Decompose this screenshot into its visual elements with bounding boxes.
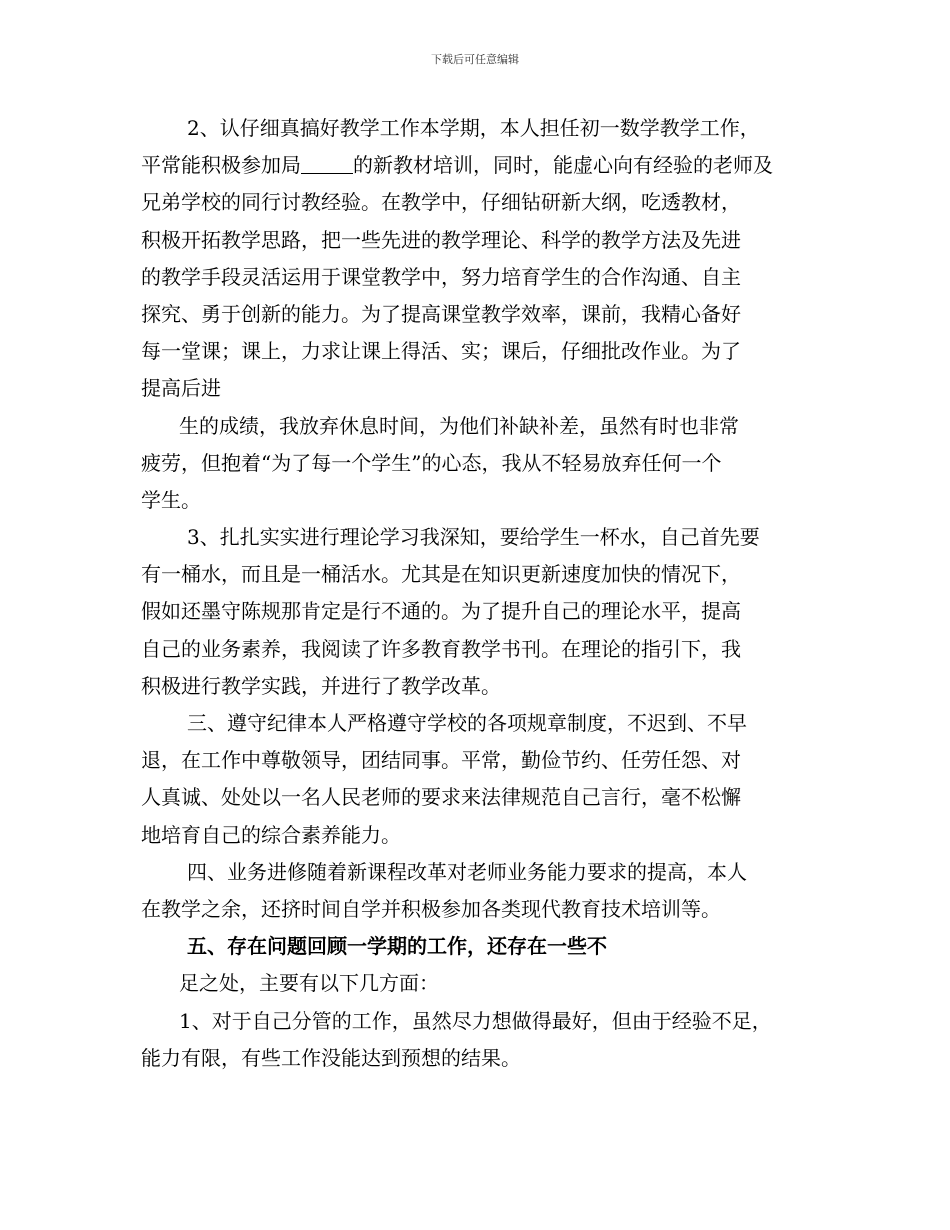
paragraph-line: 学生。 (141, 487, 201, 512)
paragraph-text: 平常能积极参加局 (141, 153, 301, 178)
document-body (141, 110, 821, 1077)
paragraph-line: 退，在工作中尊敬领导，团结同事。平常，勤俭节约、任劳任怨、对 (141, 748, 741, 773)
paragraph-line: 积极进行教学实践，并进行了教学改革。 (141, 673, 501, 698)
section-heading: 五、存在问题回顾一学期的工作，还存在一些不 (187, 934, 607, 959)
paragraph-line: 探究、勇于创新的能力。为了提高课堂教学效率，课前，我精心备好 (141, 301, 741, 326)
paragraph-line: 地培育自己的综合素养能力。 (141, 822, 401, 847)
paragraph-line: 有一桶水，而且是一桶活水。尤其是在知识更新速度加快的情况下， (141, 562, 741, 587)
paragraph-line: 积极开拓教学思路，把一些先进的教学理论、科学的教学方法及先进 (141, 227, 741, 252)
paragraph-line: 3、扎扎实实进行理论学习我深知，要给学生一杯水，自己首先要 (187, 525, 760, 550)
page-header: 下载后可任意编辑 (431, 53, 519, 66)
paragraph-line: 2、认仔细真搞好教学工作本学期，本人担任初一数学教学工作， (187, 116, 760, 140)
paragraph-line: 兄弟学校的同行讨教经验。在教学中，仔细钻研新大纲，吃透教材， (141, 190, 741, 215)
paragraph-line: 人真诚、处处以一名人民老师的要求来法律规范自己言行，毫不松懈 (141, 785, 741, 810)
paragraph-line: 的教学手段灵活运用于课堂教学中，努力培育学生的合作沟通、自主 (141, 264, 741, 289)
paragraph-line: 四、业务进修随着新课程改革对老师业务能力要求的提高，本人 (187, 859, 747, 884)
paragraph-line: 提高后进 (141, 376, 221, 401)
paragraph-text: 的新教材培训，同时，能虚心向有经验的老师及 (353, 153, 773, 178)
paragraph-line: 足之处，主要有以下几方面： (179, 971, 439, 996)
paragraph-line: 疲劳，但抱着“为了每一个学生”的心态，我从不轻易放弃任何一个 (141, 450, 722, 475)
paragraph-line (141, 147, 821, 184)
paragraph-line: 能力有限，有些工作没能达到预想的结果。 (141, 1045, 521, 1070)
paragraph-line: 每一堂课；课上，力求让课上得活、实；课后，仔细批改作业。为了 (141, 339, 741, 364)
paragraph-line: 生的成绩，我放弃休息时间，为他们补缺补差，虽然有时也非常 (179, 413, 739, 438)
fill-in-blank (301, 153, 353, 174)
paragraph-line: 1、对于自己分管的工作，虽然尽力想做得最好，但由于经验不足， (179, 1008, 772, 1033)
paragraph-line: 假如还墨守陈规那肯定是行不通的。为了提升自己的理论水平，提高 (141, 599, 741, 624)
paragraph-line: 在教学之余，还挤时间自学并积极参加各类现代教育技术培训等。 (141, 896, 721, 921)
paragraph-line: 三、遵守纪律本人严格遵守学校的各项规章制度，不迟到、不早 (187, 711, 747, 735)
paragraph-line: 自己的业务素养，我阅读了许多教育教学书刊。在理论的指引下，我 (141, 636, 741, 661)
